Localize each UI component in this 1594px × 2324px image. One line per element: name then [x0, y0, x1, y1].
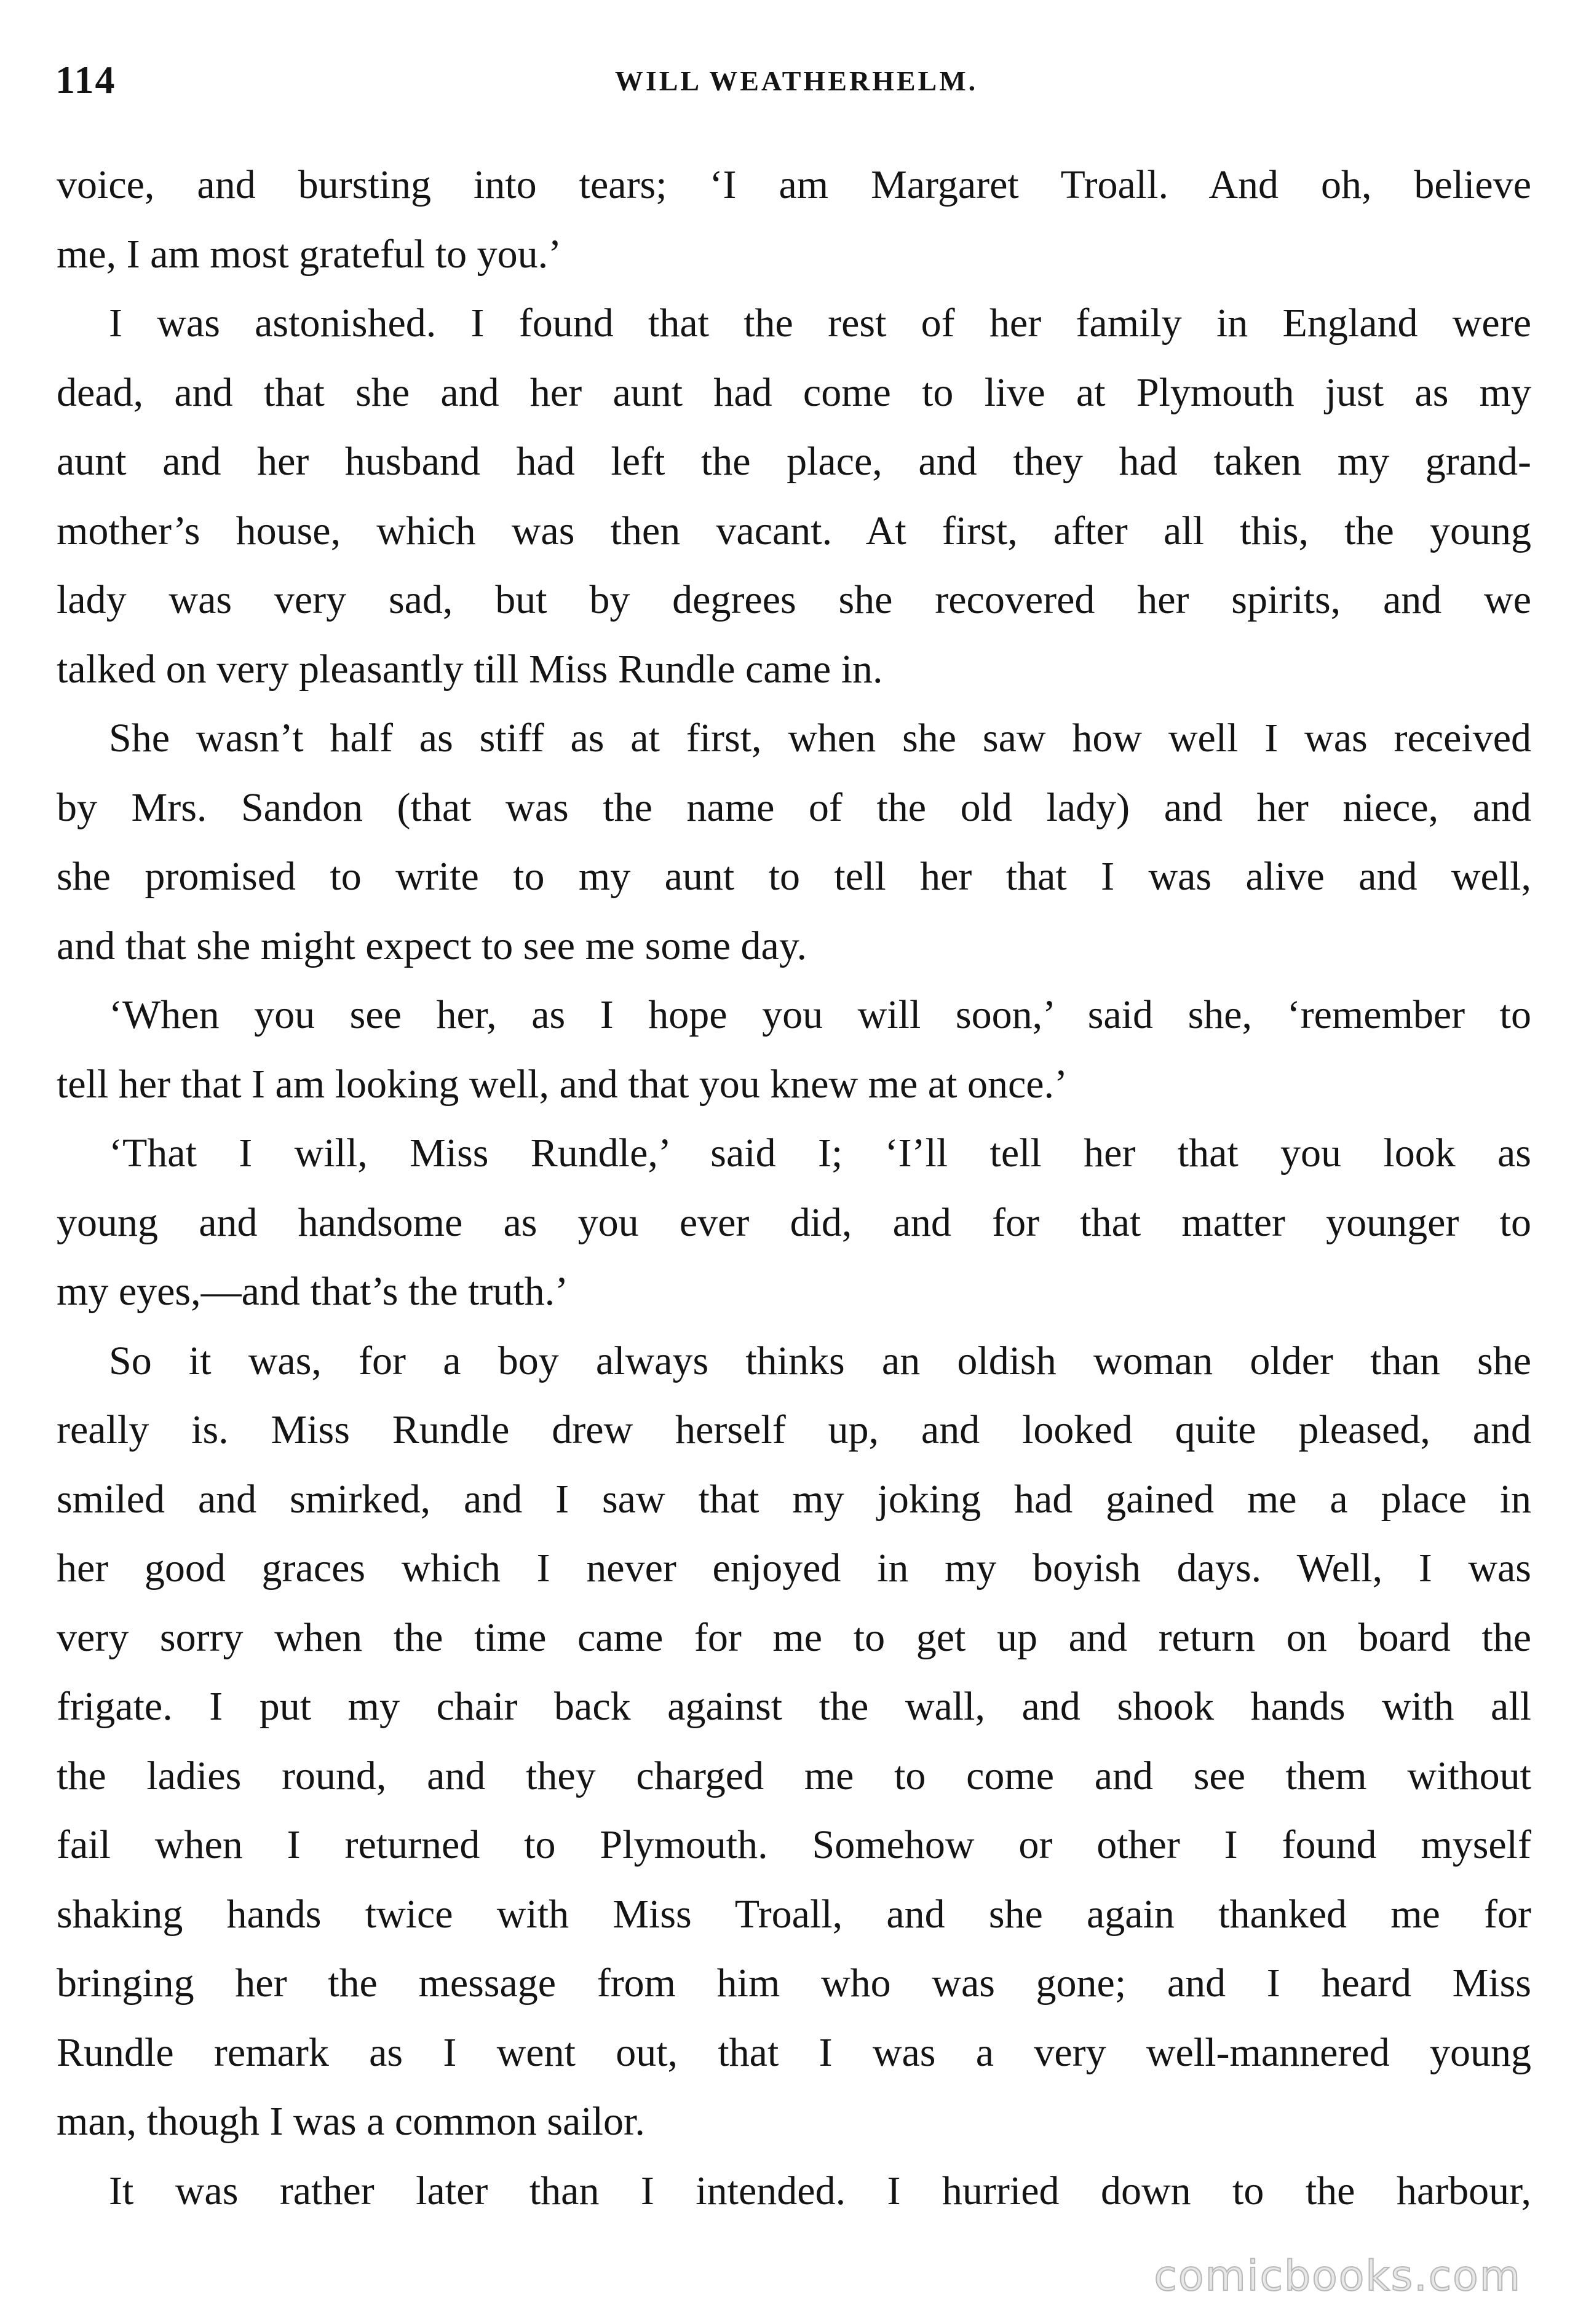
text-line: really is. Miss Rundle drew herself up, and looked quite pleased, and — [57, 1407, 1531, 1452]
text-line: aunt and her husband had left the place, and they had taken my grand- — [57, 439, 1531, 484]
text-line: So it was, for a boy always thinks an oldish woman older than she — [109, 1338, 1531, 1383]
text-line: bringing her the message from him who was gone; and I heard Miss — [57, 1961, 1531, 2006]
text-line: man, though I was a common sailor. — [57, 2099, 645, 2144]
text-line: frigate. I put my chair back against the wall, and shook hands with all — [57, 1684, 1531, 1729]
watermark: comicbooks.com — [1154, 2252, 1521, 2301]
text-line: young and handsome as you ever did, and for that matter younger to — [57, 1200, 1531, 1245]
paragraph — [57, 151, 1531, 289]
paragraph — [57, 704, 1531, 981]
text-line: lady was very sad, but by degrees she recovered her spirits, and we — [57, 577, 1531, 622]
text-line: voice, and bursting into tears; ‘I am Margaret Troall. And oh, believe — [57, 162, 1531, 207]
text-line: the ladies round, and they charged me to come and see them without — [57, 1753, 1531, 1798]
text-line: talked on very pleasantly till Miss Rundle came in. — [57, 646, 883, 692]
text-line: I was astonished. I found that the rest of her family in England were — [109, 301, 1531, 346]
paragraph — [57, 1119, 1531, 1327]
text-line: me, I am most grateful to you.’ — [57, 231, 562, 277]
text-line: my eyes,—and that’s the truth.’ — [57, 1269, 569, 1314]
paragraph — [57, 1327, 1531, 2157]
text-line: fail when I returned to Plymouth. Somehow or other I found myself — [57, 1822, 1531, 1867]
text-line: tell her that I am looking well, and that you knew me at once.’ — [57, 1061, 1068, 1107]
text-line: mother’s house, which was then vacant. At first, after all this, the young — [57, 508, 1531, 553]
page-header — [55, 52, 1537, 120]
text-line: shaking hands twice with Miss Troall, and she again thanked me for — [57, 1891, 1531, 1937]
text-line: her good graces which I never enjoyed in my boyish days. Well, I was — [57, 1546, 1531, 1591]
text-line: and that she might expect to see me some day. — [57, 923, 807, 968]
text-line: It was rather later than I intended. I hurried down to the harbour, — [109, 2168, 1531, 2213]
text-line: dead, and that she and her aunt had come to live at Plymouth just as my — [57, 370, 1531, 415]
page-number: 114 — [55, 58, 116, 101]
text-line: ‘That I will, Miss Rundle,’ said I; ‘I’ll tell her that you look as — [109, 1131, 1531, 1176]
text-line: very sorry when the time came for me to get up and return on board the — [57, 1615, 1531, 1660]
text-line: by Mrs. Sandon (that was the name of the old lady) and her niece, and — [57, 785, 1531, 830]
paragraph — [57, 981, 1531, 1119]
paragraph — [57, 2157, 1531, 2226]
paragraph — [57, 289, 1531, 704]
text-line: she promised to write to my aunt to tell her that I was alive and well, — [57, 854, 1531, 899]
text-line: She wasn’t half as stiff as at first, when she saw how well I was received — [109, 716, 1531, 761]
text-line: smiled and smirked, and I saw that my joking had gained me a place in — [57, 1476, 1531, 1522]
text-line: Rundle remark as I went out, that I was a very well-mannered young — [57, 2030, 1531, 2075]
running-head: WILL WEATHERHELM. — [614, 65, 978, 97]
body-text — [57, 151, 1531, 2226]
text-line: ‘When you see her, as I hope you will soon,’ said she, ‘remember to — [109, 992, 1531, 1037]
